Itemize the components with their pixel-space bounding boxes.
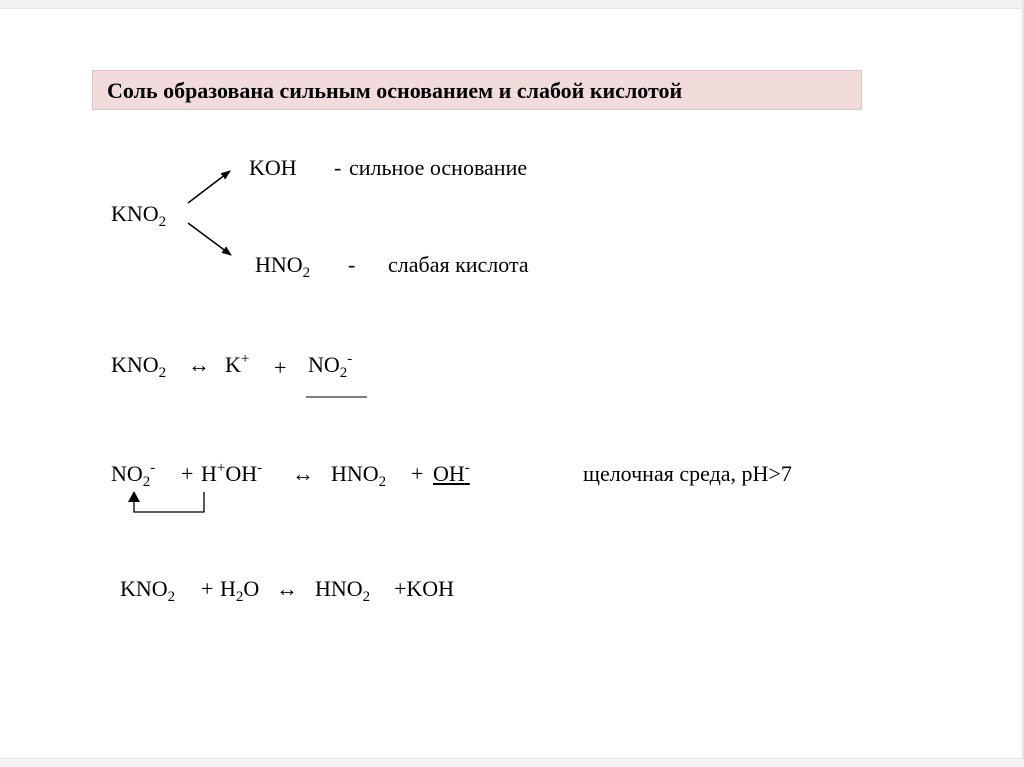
acid-description: слабая кислота	[388, 252, 529, 277]
arrow-to-acid	[188, 223, 231, 255]
dissociation-cation: K+	[225, 351, 250, 377]
hydrolysis-hydroxide: OH-	[433, 460, 470, 486]
salt-formula: $KNO_2$	[111, 201, 167, 230]
dissociation-plus: +	[274, 355, 287, 380]
hydrolysis-ion: $NO_2^-$	[111, 460, 156, 490]
dissociation-reactant: $KNO_2$	[111, 352, 167, 381]
hydrolysis-plus-2: +	[411, 461, 424, 486]
molecular-product-1: $HNO_2$	[315, 576, 371, 605]
acid-formula: $HNO_2$	[255, 252, 311, 281]
hydrolysis-bracket-arrowhead	[128, 491, 140, 502]
dissociation-anion: $NO_2^-$	[308, 351, 353, 381]
slide-frame-bottom	[0, 758, 1024, 767]
acid-dash: -	[348, 252, 356, 277]
base-formula: KOH	[249, 155, 297, 180]
molecular-plus-1: +	[201, 576, 214, 601]
molecular-reactant-1: $KNO_2$	[120, 576, 176, 605]
base-dash: -	[334, 155, 342, 180]
hydrolysis-water: H+OH-	[201, 460, 263, 486]
hydrolysis-arrow: ↔	[292, 461, 314, 486]
medium-note: щелочная среда, pH>7	[583, 461, 792, 486]
base-description: сильное основание	[349, 155, 528, 180]
hydrolysis-plus-1: +	[181, 461, 194, 486]
molecular-reactant-2: $H_2O$	[220, 576, 260, 605]
slide-title: Соль образована сильным основанием и слабой кислотой	[107, 78, 683, 103]
hydrolysis-bracket-arrow	[134, 492, 204, 512]
arrow-to-base	[188, 171, 230, 203]
dissociation-arrow: ↔	[188, 352, 210, 377]
hydrolysis-product: $HNO_2$	[331, 461, 387, 490]
molecular-product-2: +KOH	[394, 576, 455, 601]
molecular-arrow: ↔	[276, 576, 298, 601]
